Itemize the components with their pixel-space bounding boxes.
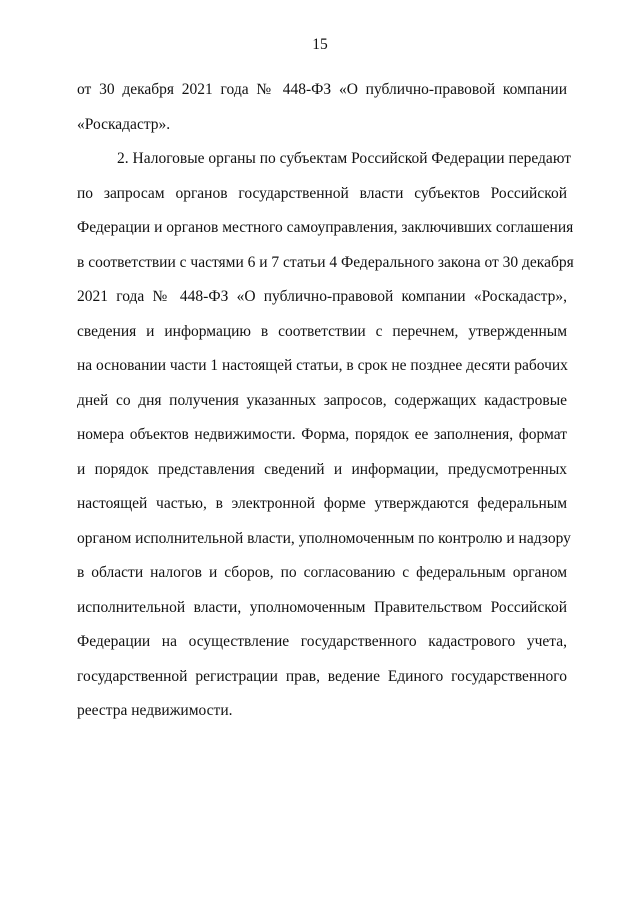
text-line: Федерации и органов местного самоуправления, заключивших соглашения <box>77 219 574 236</box>
text-line: от 30 декабря 2021 года № 448-ФЗ «О публично-правовой компании <box>77 81 567 98</box>
text-line: сведения и информацию в соответствии с перечнем, утвержденным <box>77 322 567 340</box>
text-line: «Роскадастр». <box>77 115 171 133</box>
text-line: номера объектов недвижимости. Форма, порядок ее заполнения, формат <box>77 426 567 443</box>
text-line: настоящей частью, в электронной форме утверждаются федеральным <box>77 495 567 512</box>
text-line: на основании части 1 настоящей статьи, в срок не позднее десяти рабочих <box>77 357 568 374</box>
text-line: 2021 года № 448-ФЗ «О публично-правовой компании «Роскадастр», <box>77 288 567 305</box>
text-line: органом исполнительной власти, уполномоченным по контролю и надзору <box>77 529 571 547</box>
text-line: Федерации на осуществление государственного кадастрового учета, <box>77 633 567 650</box>
text-line: в области налогов и сборов, по согласованию с федеральным органом <box>77 564 567 581</box>
text-line: исполнительной власти, уполномоченным Правительством Российской <box>77 598 567 616</box>
text-line: и порядок представления сведений и информации, предусмотренных <box>77 460 567 478</box>
text-line: государственной регистрации прав, ведение Единого государственного <box>77 667 567 685</box>
text-line: дней со дня получения указанных запросов, содержащих кадастровые <box>77 391 567 409</box>
page-number: 15 <box>312 36 328 53</box>
document-body <box>77 73 574 729</box>
text-line: в соответствии с частями 6 и 7 статьи 4 Федерального закона от 30 декабря <box>77 253 574 271</box>
text-line: по запросам органов государственной власти субъектов Российской <box>77 184 567 202</box>
text-line: 2. Налоговые органы по субъектам Российской Федерации передают <box>117 150 571 167</box>
paragraph-continuation <box>77 73 567 142</box>
paragraph-2 <box>77 142 574 729</box>
text-line: реестра недвижимости. <box>77 702 233 719</box>
